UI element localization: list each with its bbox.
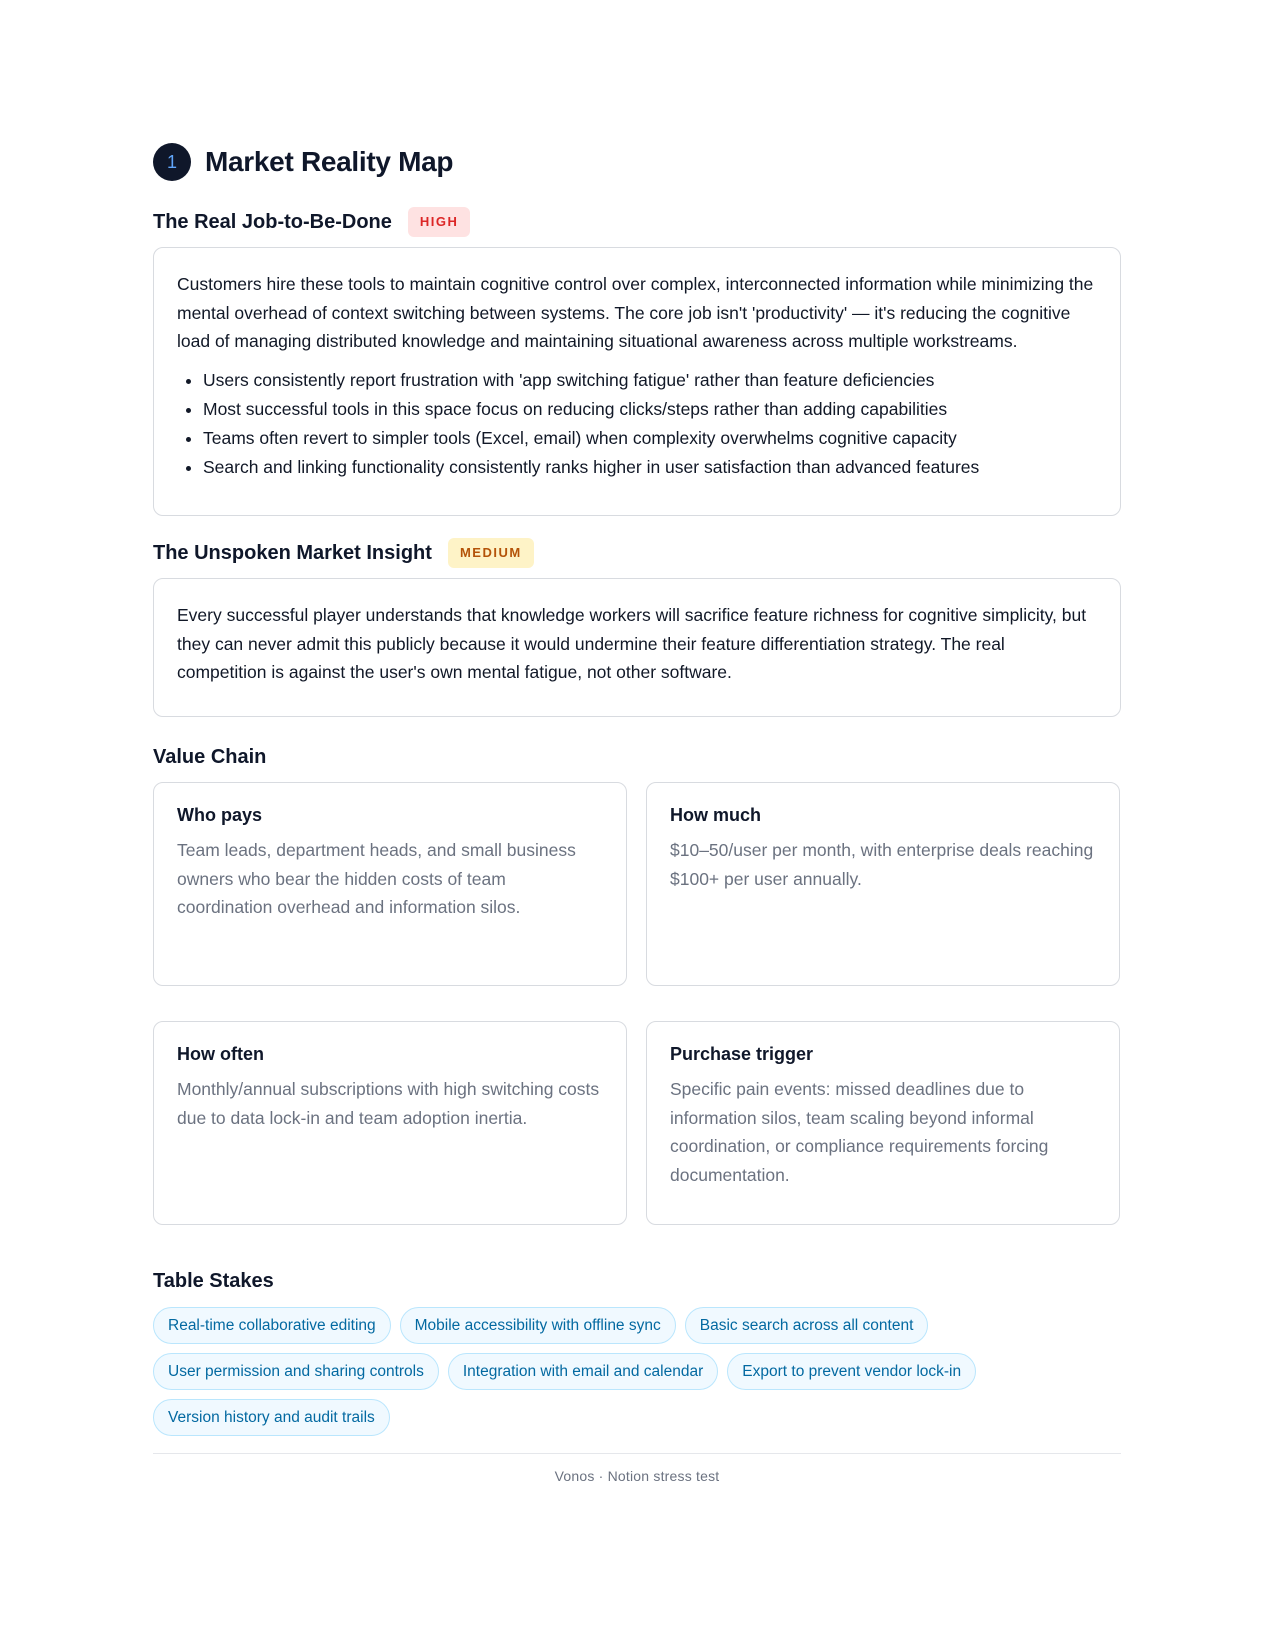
section-header [153,143,1121,181]
value-chain-card-how-much [646,782,1120,986]
confidence-badge-high: HIGH [408,207,471,237]
table-stakes-chip: User permission and sharing controls [153,1353,439,1390]
jtbd-card [153,247,1121,516]
value-chain-card-who-pays [153,782,627,986]
insight-card [153,578,1121,717]
table-stakes-chip: Real-time collaborative editing [153,1307,391,1344]
jtbd-bullet-list [177,366,1097,482]
footer-text: Vonos · Notion stress test [554,1468,720,1484]
table-stakes-chips [153,1307,1121,1436]
insight-title: The Unspoken Market Insight [153,541,432,564]
list-item: • Teams often revert to simpler tools (Excel, email) when complexity overwhelms cognitive capacity [203,424,1097,453]
jtbd-paragraph: Customers hire these tools to maintain cognitive control over complex, interconnected information while minimizing the mental overhead of context switching between systems. The core job isn't 'productivity' — it's reducing the cognitive load of managing distributed knowledge and maintaining situational awareness across multiple workstreams. [177,274,1094,351]
table-stakes-chip: Export to prevent vendor lock-in [727,1353,976,1390]
jtbd-header [153,207,1121,237]
table-stakes-chip: Basic search across all content [685,1307,929,1344]
list-item: • Search and linking functionality consistently ranks higher in user satisfaction than advanced features [203,453,1097,482]
insight-paragraph: Every successful player understands that knowledge workers will sacrifice feature richness for cognitive simplicity, but they can never admit this publicly because it would undermine their feature differentiation strategy. The real competition is against the user's own mental fatigue, not other software. [177,605,1087,682]
card-text: Team leads, department heads, and small business owners who bear the hidden costs of team coordination overhead and information silos. [177,840,576,917]
list-item: • Users consistently report frustration with 'app switching fatigue' rather than feature deficiencies [203,366,1097,395]
card-label: How much [670,805,762,825]
footer-divider [153,1453,1121,1454]
step-number-badge: 1 [153,143,191,181]
value-chain-title: Value Chain [153,746,267,768]
card-text: Monthly/annual subscriptions with high switching costs due to data lock-in and team adoption inertia. [177,1079,600,1128]
value-chain-grid [153,782,1121,1225]
insight-header [153,538,1121,568]
table-stakes-chip: Integration with email and calendar [448,1353,718,1390]
card-text: $10–50/user per month, with enterprise deals reaching $100+ per user annually. [670,840,1094,889]
table-stakes-chip: Version history and audit trails [153,1399,390,1436]
table-stakes-title: Table Stakes [153,1270,274,1292]
list-item: • Most successful tools in this space focus on reducing clicks/steps rather than adding capabilities [203,395,1097,424]
page-title: Market Reality Map [205,146,454,177]
card-label: Who pays [177,805,263,825]
card-label: Purchase trigger [670,1044,814,1064]
card-text: Specific pain events: missed deadlines due to information silos, team scaling beyond informal coordination, or compliance requirements forcing documentation. [670,1079,1049,1185]
card-label: How often [177,1044,264,1064]
table-stakes-chip: Mobile accessibility with offline sync [400,1307,676,1344]
jtbd-title: The Real Job-to-Be-Done [153,210,392,233]
value-chain-card-purchase-trigger [646,1021,1120,1225]
report-page [153,0,1121,1484]
value-chain-card-how-often [153,1021,627,1225]
confidence-badge-medium: MEDIUM [448,538,534,568]
